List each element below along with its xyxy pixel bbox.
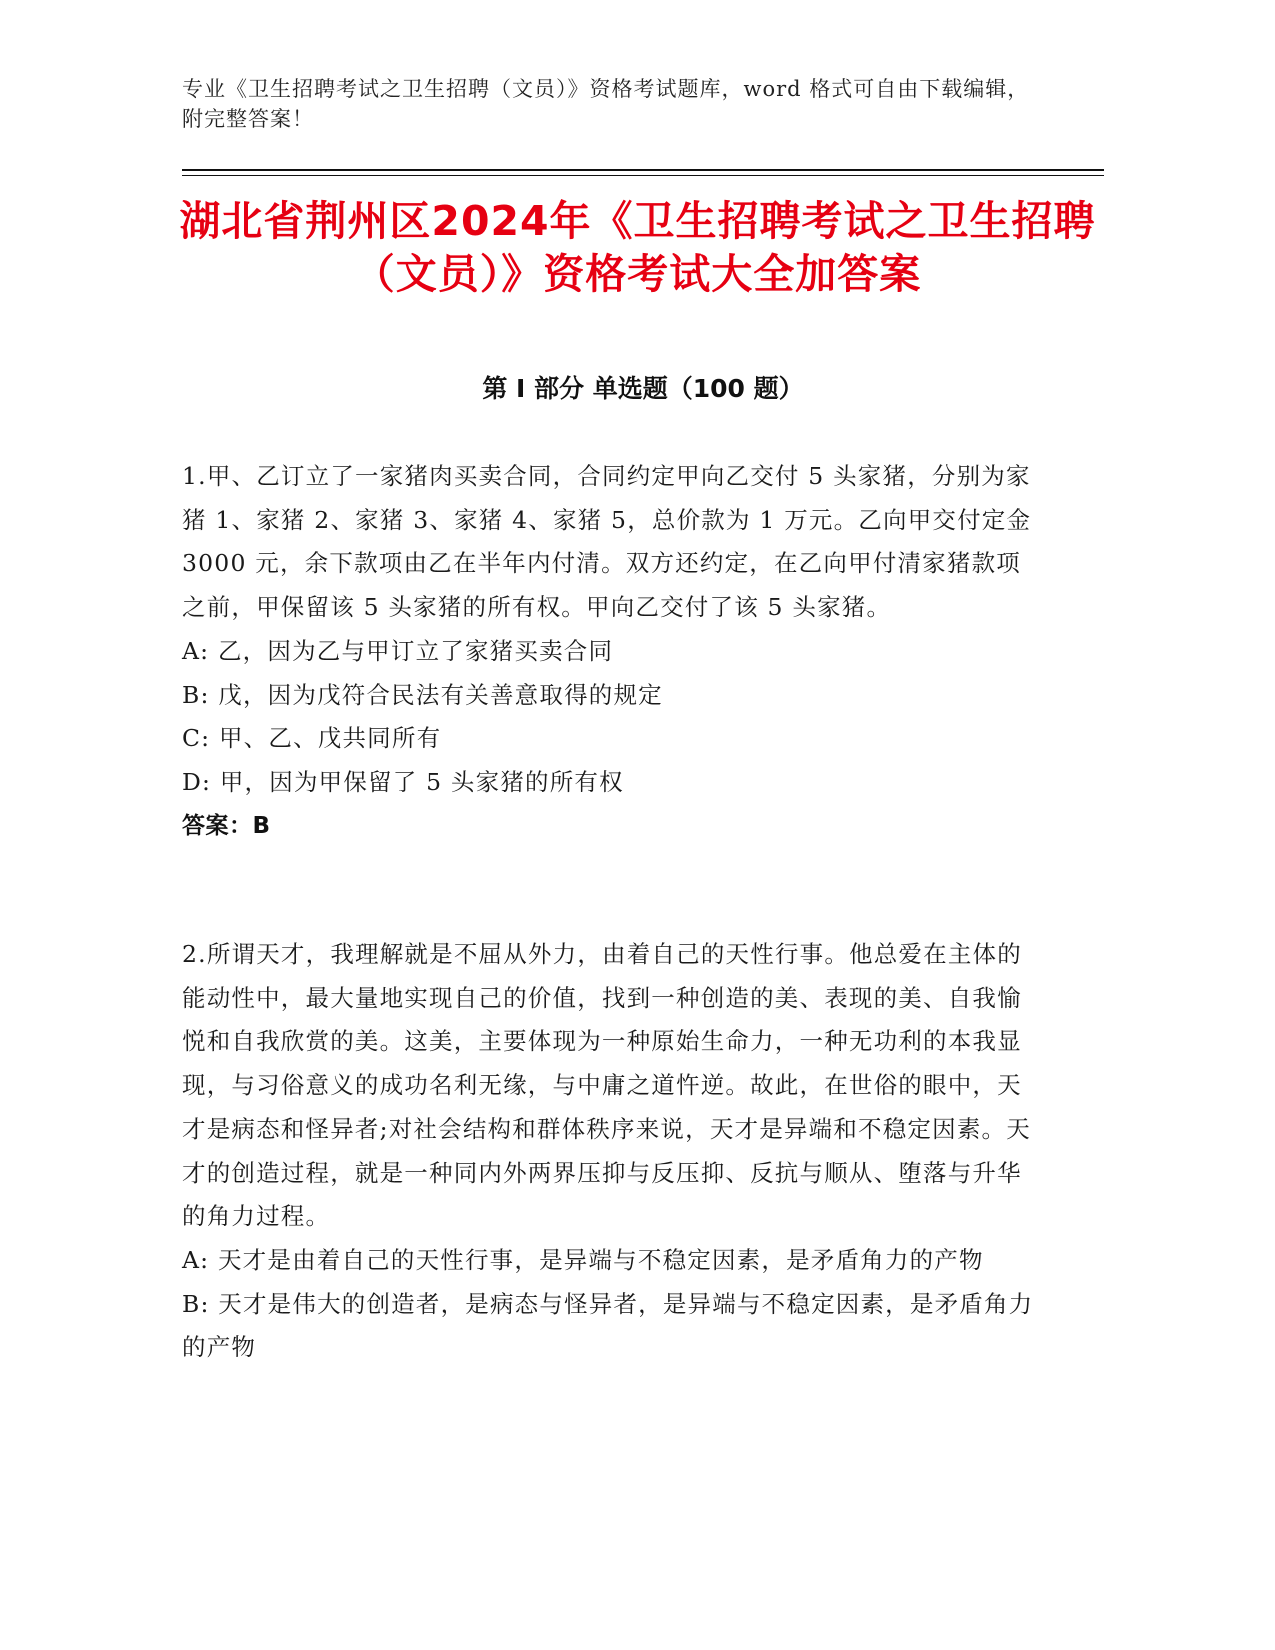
question-1: [182, 455, 1040, 848]
option-key: A:: [182, 1245, 210, 1274]
header-rule-thick: [182, 169, 1104, 171]
option-key: A:: [182, 636, 210, 665]
header-rule-thin: [182, 175, 1104, 176]
option-a: [182, 630, 1040, 674]
option-key: C:: [182, 724, 211, 753]
section-title: 第 I 部分 单选题（100 题）: [482, 374, 804, 403]
option-spacer: [210, 724, 219, 752]
question-2: [182, 933, 1040, 1370]
option-text: 天才是伟大的创造者，是病态与怪异者，是异端与不稳定因素，是矛盾角力的产物: [182, 1289, 1034, 1362]
option-c: [182, 717, 1040, 761]
option-b: [182, 1283, 1040, 1370]
option-text: 甲，因为甲保留了 5 头家猪的所有权: [219, 767, 624, 796]
option-a: [182, 1239, 1040, 1283]
option-text: 甲、乙、戊共同所有: [218, 724, 442, 753]
option-key: B:: [182, 1289, 210, 1318]
option-d: [182, 761, 1040, 805]
option-spacer: [209, 637, 218, 665]
option-text: 戊，因为戊符合民法有关善意取得的规定: [218, 680, 663, 709]
question-stem: 1.甲、乙订立了一家猪肉买卖合同，合同约定甲向乙交付 5 头家猪，分别为家猪 1、家猪 2、家猪 3、家猪 4、家猪 5，总价款为 1 万元。乙向甲交付定金 3000 元，余下款项由乙在半年内付清。双方还约定，在乙向甲付清家猪款项之前，甲保留该 5 头家猪的所有权。甲向乙交付了该 5 头家猪。: [182, 462, 1032, 622]
question-stem: 2.所谓天才，我理解就是不屈从外力，由着自己的天性行事。他总爱在主体的能动性中，最大量地实现自己的价值，找到一种创造的美、表现的美、自我愉悦和自我欣赏的美。这美，主要体现为一种原始生命力，一种无功利的本我显现，与习俗意义的成功名利无缘，与中庸之道忤逆。故此，在世俗的眼中，天才是病态和怪异者;对社会结构和群体秩序来说，天才是异端和不稳定因素。天才的创造过程，就是一种同内外两界压抑与反压抑、反抗与顺从、堕落与升华的角力过程。: [182, 940, 1031, 1231]
option-key: B:: [182, 680, 210, 709]
option-spacer: [210, 1290, 219, 1318]
option-spacer: [211, 768, 220, 796]
option-key: D:: [182, 767, 212, 796]
option-text: 天才是由着自己的天性行事，是异端与不稳定因素，是矛盾角力的产物: [217, 1245, 984, 1274]
option-text: 乙，因为乙与甲订立了家猪买卖合同: [217, 636, 614, 665]
option-b: [182, 674, 1040, 718]
option-spacer: [209, 1246, 218, 1274]
document-title: 湖北省荆州区2024年《卫生招聘考试之卫生招聘（文员）》资格考试大全加答案: [179, 197, 1096, 298]
option-spacer: [210, 681, 219, 709]
answer-line: 答案：B: [182, 812, 271, 839]
header-note: 专业《卫生招聘考试之卫生招聘（文员）》资格考试题库，word 格式可自由下载编辑，附完整答案！: [182, 77, 1030, 131]
